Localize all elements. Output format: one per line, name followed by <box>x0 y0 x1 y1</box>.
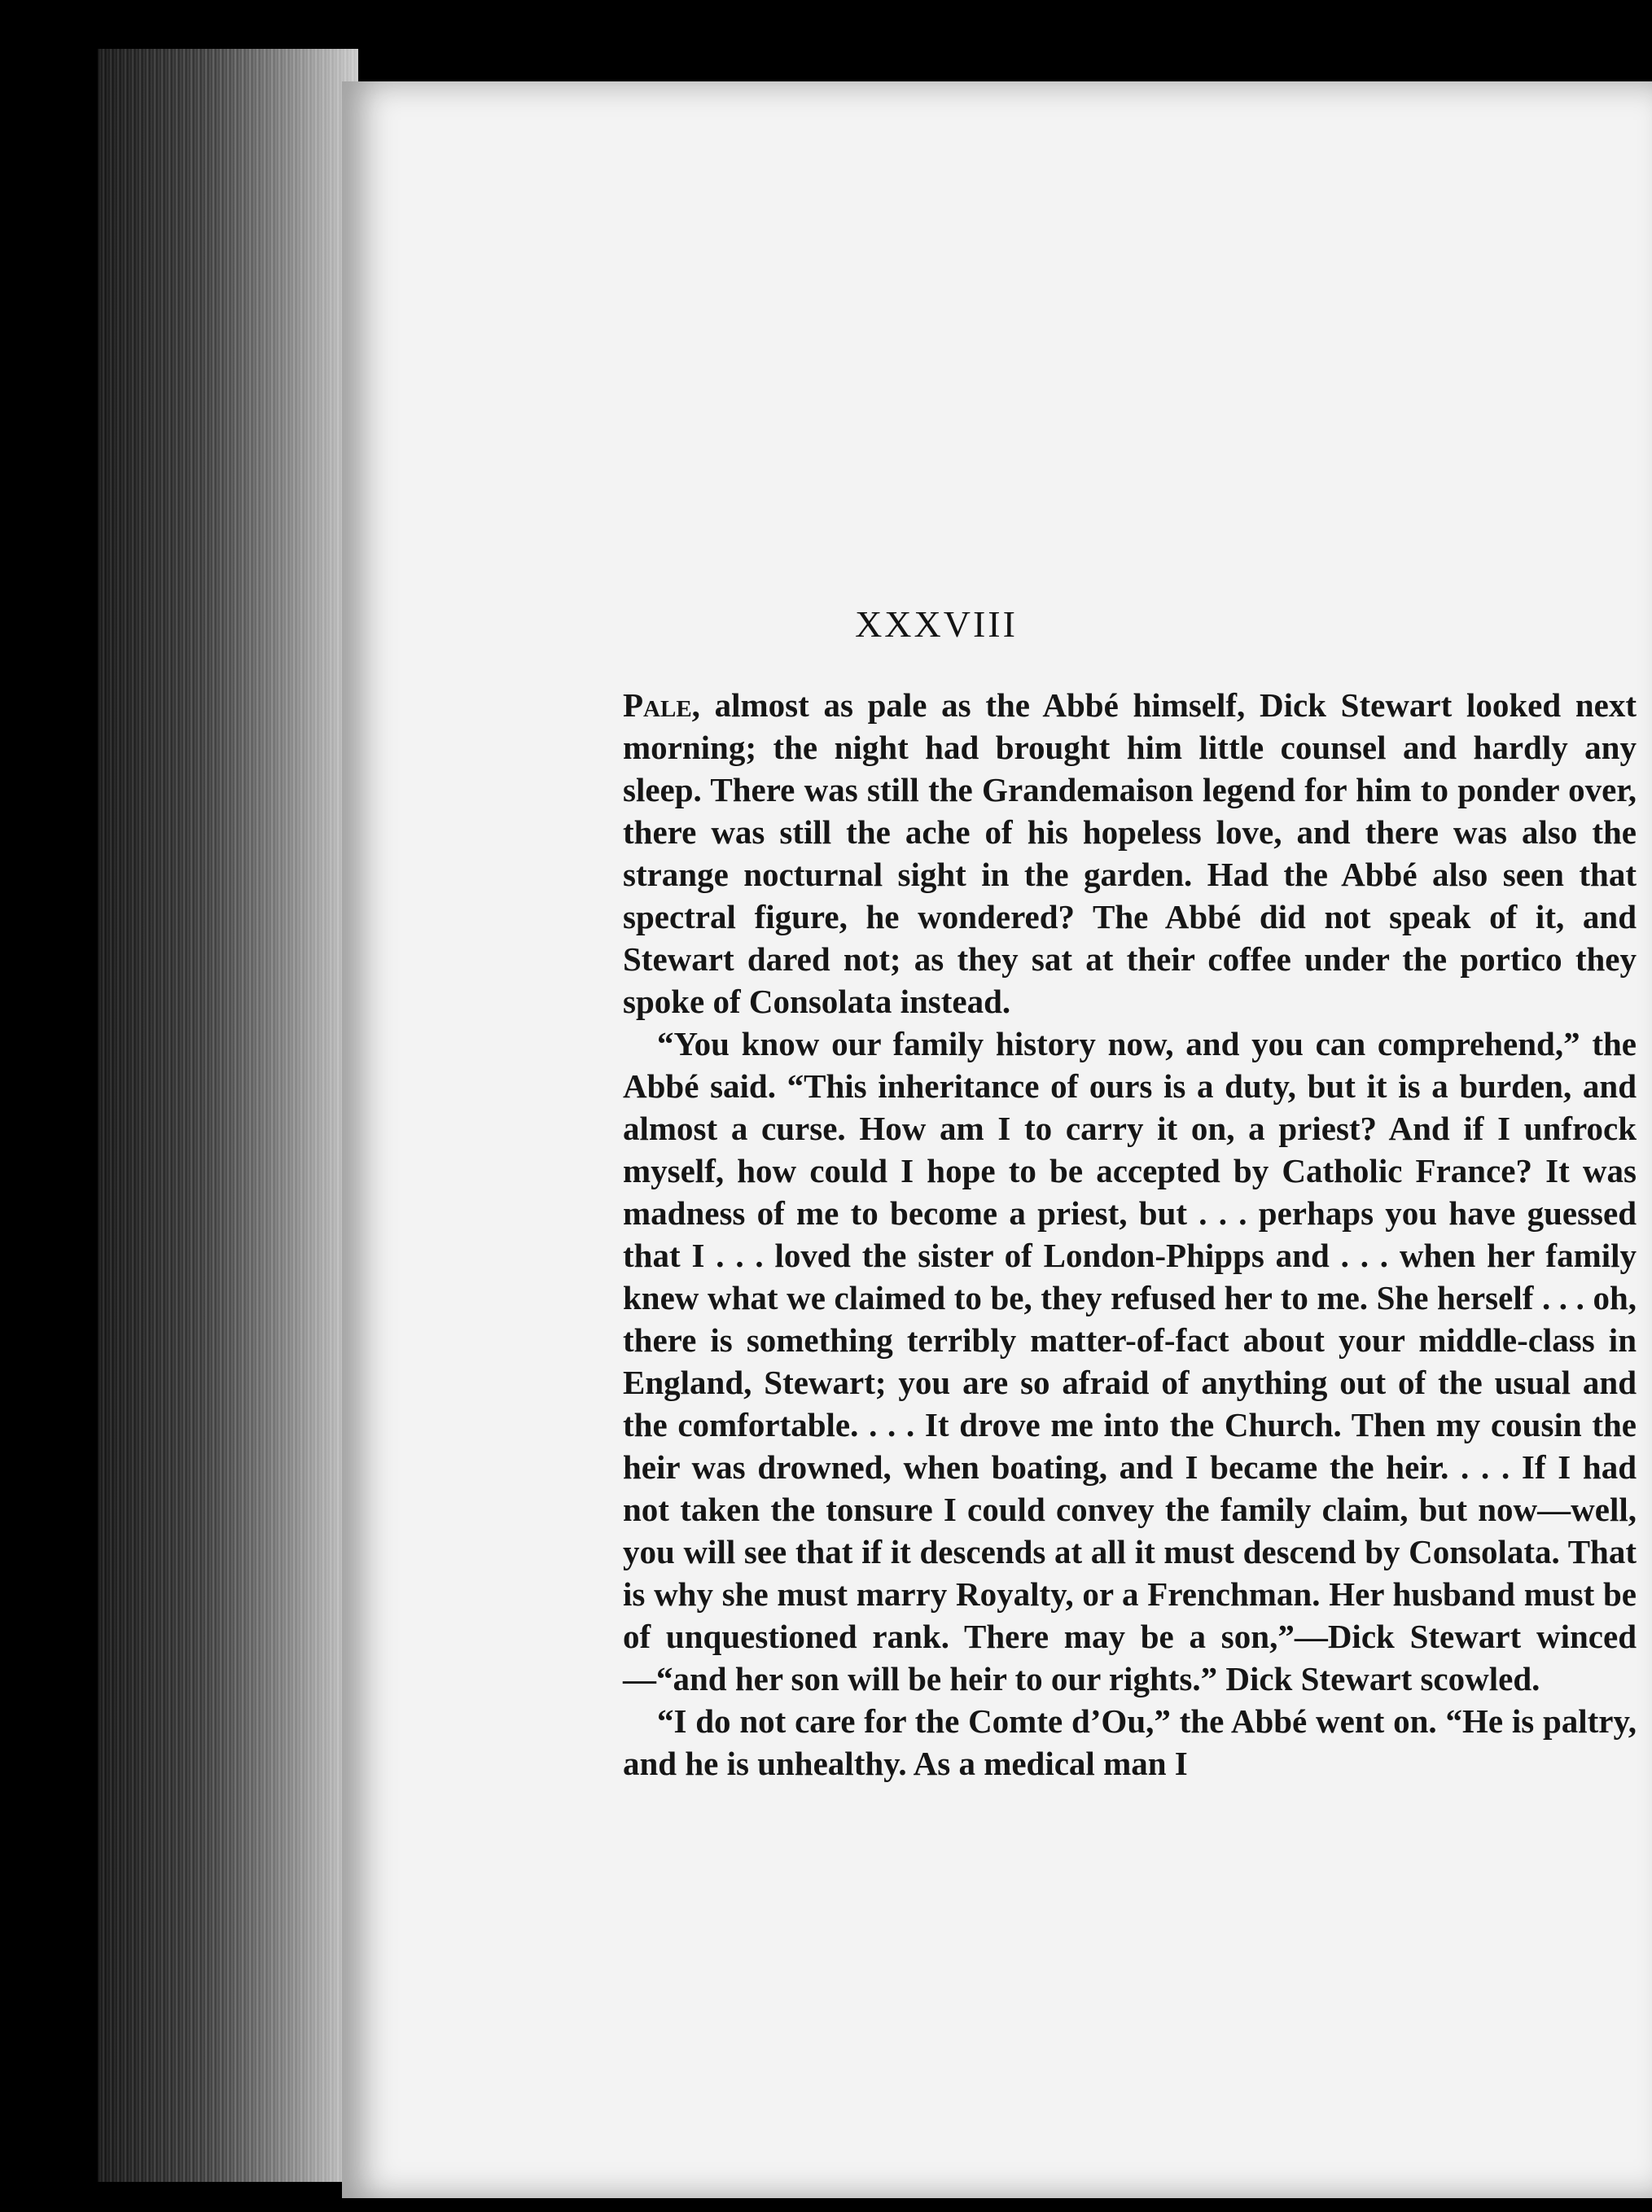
paragraph <box>623 1700 1637 1785</box>
paragraph-text: almost as pale as the Abbé himself, Dick Stewart looked next morning; the night had brought him little counsel and hardly any sleep. There was still the Grandemaison legend for him to ponder over, there was still the ache of his hopeless love, and there was also the strange nocturnal sight in the garden. Had the Abbé also seen that spectral figure, he wondered? The Abbé did not speak of it, and Stewart dared not; as they sat at their coffee under the portico they spoke of Consolata instead. <box>623 686 1637 1020</box>
book-page-edges <box>98 49 358 2182</box>
body-text <box>623 684 1637 1785</box>
chapter-heading: XXXVIII <box>855 603 1018 645</box>
paragraph <box>623 684 1637 1023</box>
paragraph-text: “I do not care for the Comte d’Ou,” the Abbé went on. “He is paltry, and he is unhealthy. As a medical man I <box>623 1702 1637 1782</box>
page-sheet <box>342 81 1652 2198</box>
paragraph-lead-word: Pale, <box>623 686 700 724</box>
paragraph <box>623 1023 1637 1700</box>
paragraph-text: “You know our family history now, and you can comprehend,” the Abbé said. “This inheritance of ours is a duty, but it is a burden, and almost a curse. How am I to carry it on, a priest? And if I unfrock myself, how could I hope to be accepted by Catholic France? It was madness of me to become a priest, but . . . perhaps you have guessed that I . . . loved the sister of London-Phipps and . . . when her family knew what we claimed to be, they refused her to me. She herself . . . oh, there is something terribly matter-of-fact about your middle-class in England, Stewart; you are so afraid of anything out of the usual and the comfortable. . . . It drove me into the Church. Then my cousin the heir was drowned, when boating, and I became the heir. . . . If I had not taken the tonsure I could convey the family claim, but now—well, you will see that if it descends at all it must descend by Consolata. That is why she must marry Royalty, or a Frenchman. Her husband must be of unquestioned rank. There may be a son,”—Dick Stewart winced—“and her son will be heir to our rights.” Dick Stewart scowled. <box>623 1025 1637 1697</box>
